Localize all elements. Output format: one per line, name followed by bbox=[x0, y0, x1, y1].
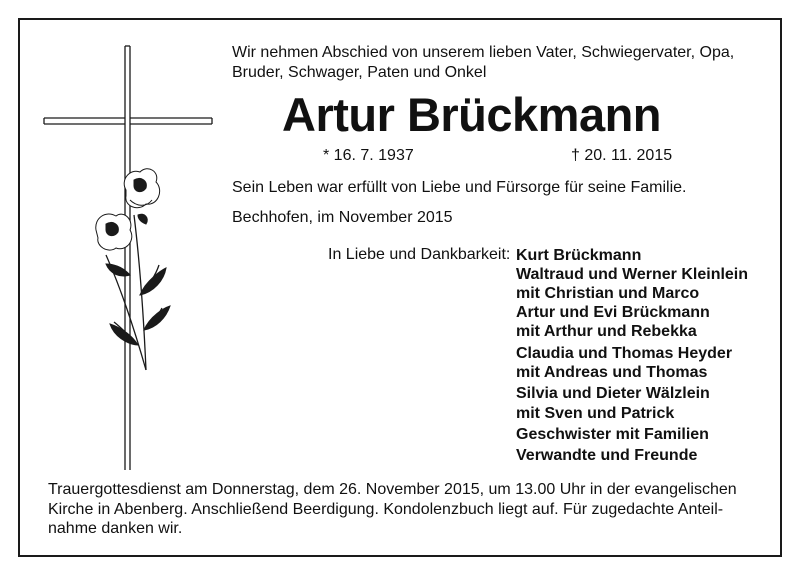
cross-with-rose-icon bbox=[34, 40, 224, 470]
thanks-label: In Liebe und Dankbarkeit: bbox=[328, 246, 511, 263]
service-line-1: Trauergottesdienst am Donnerstag, dem 26. November 2015, um 13.00 Uhr in der evangelischen bbox=[48, 481, 737, 498]
service-line-3: nahme danken wir. bbox=[48, 520, 183, 537]
signatory: mit Christian und Marco bbox=[516, 285, 700, 302]
signatory: Geschwister mit Familien bbox=[516, 426, 709, 443]
intro-line-2: Bruder, Schwager, Paten und Onkel bbox=[232, 64, 487, 81]
obituary-card bbox=[18, 18, 782, 557]
signatory: Waltraud und Werner Kleinlein bbox=[516, 266, 749, 283]
signatory: mit Sven und Patrick bbox=[516, 405, 675, 422]
signatory: mit Andreas und Thomas bbox=[516, 364, 708, 381]
signatory: Kurt Brückmann bbox=[516, 247, 642, 264]
service-info bbox=[48, 480, 768, 539]
service-line-2: Kirche in Abenberg. Anschließend Beerdigung. Kondolenzbuch liegt auf. Für zugedachte Anteil- bbox=[48, 500, 724, 518]
intro-line-1: Wir nehmen Abschied von unserem lieben Vater, Schwiegervater, Opa, bbox=[232, 44, 735, 61]
deceased-name: Artur Brückmann bbox=[282, 88, 662, 141]
place-date: Bechhofen, im November 2015 bbox=[232, 209, 453, 226]
signatory: mit Arthur und Rebekka bbox=[516, 323, 697, 340]
signatory: Artur und Evi Brückmann bbox=[516, 304, 710, 321]
signatory: Verwandte und Freunde bbox=[516, 447, 698, 464]
life-statement: Sein Leben war erfüllt von Liebe und Fürsorge für seine Familie. bbox=[232, 179, 687, 196]
death-date: † 20. 11. 2015 bbox=[571, 147, 673, 164]
birth-date: * 16. 7. 1937 bbox=[323, 147, 414, 164]
signatory: Claudia und Thomas Heyder bbox=[516, 345, 733, 362]
signatory: Silvia und Dieter Wälzlein bbox=[516, 385, 710, 402]
